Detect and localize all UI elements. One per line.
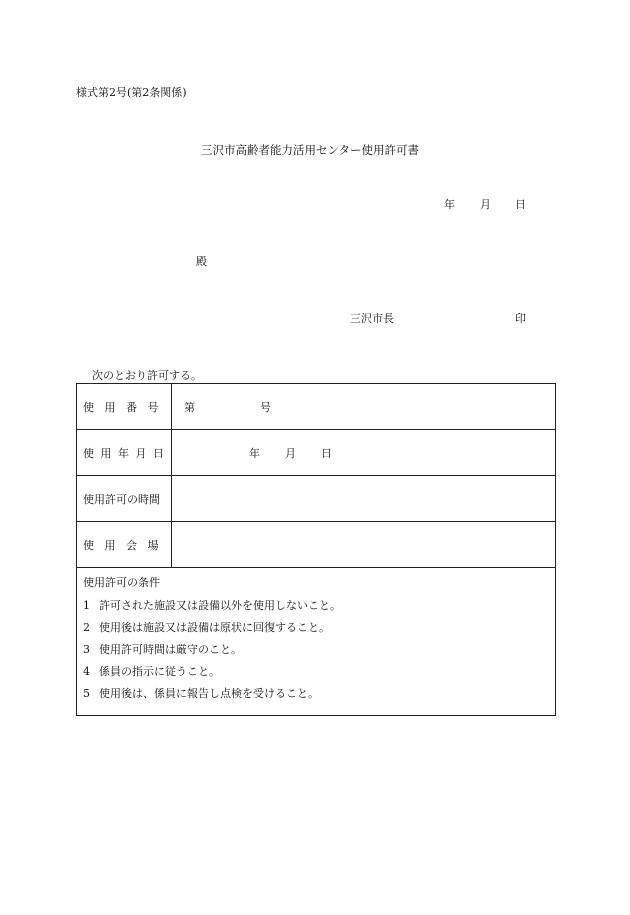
condition-text: 使用許可時間は厳守のこと。: [99, 643, 242, 656]
label-cell: [77, 430, 172, 475]
permit-time-label: 使用許可の時間: [83, 492, 160, 506]
use-number-prefix: 第: [184, 400, 195, 414]
use-number-suffix: 号: [260, 400, 271, 414]
condition-number: 1: [83, 599, 90, 612]
condition-number: 2: [83, 621, 90, 634]
label-cell: [77, 384, 172, 429]
condition-text: 使用後は施設又は設備は原状に回復すること。: [99, 621, 330, 634]
label-cell: [77, 476, 172, 521]
date-day-label: 日: [515, 198, 526, 211]
condition-number: 3: [83, 643, 90, 656]
condition-item: [83, 685, 319, 701]
condition-item: [83, 663, 220, 679]
use-date-label: 使用年月日: [83, 446, 171, 460]
use-number-label: 使用番号: [83, 400, 169, 414]
use-date-value-cell: [172, 430, 555, 475]
permit-table: [76, 383, 556, 716]
seal-mark: 印: [515, 312, 526, 325]
venue-value-cell: [172, 522, 555, 567]
condition-item: [83, 641, 242, 657]
use-date-month: 月: [285, 446, 296, 460]
date-month-label: 月: [480, 198, 491, 211]
table-row-use-date: [77, 430, 555, 476]
permit-time-value-cell: [172, 476, 555, 521]
date-year-label: 年: [444, 198, 455, 211]
intro-text: 次のとおり許可する。: [92, 369, 202, 382]
condition-text: 係員の指示に従うこと。: [99, 665, 220, 678]
document-title: 三沢市高齢者能力活用センター使用許可書: [201, 143, 420, 157]
condition-item: [83, 619, 330, 635]
condition-text: 許可された施設又は設備以外を使用しないこと。: [99, 599, 341, 612]
conditions-section: [77, 568, 555, 715]
venue-label: 使用会場: [83, 538, 169, 552]
use-date-day: 日: [321, 446, 332, 460]
table-row-permit-time: [77, 476, 555, 522]
issuer-name: 三沢市長: [350, 312, 394, 325]
condition-text: 使用後は、係員に報告し点検を受けること。: [99, 687, 319, 700]
use-date-year: 年: [249, 446, 260, 460]
table-row-use-number: [77, 384, 555, 430]
label-cell: [77, 522, 172, 567]
condition-number: 5: [83, 687, 90, 700]
addressee-suffix: 殿: [196, 255, 207, 268]
form-number: 様式第2号(第2条関係): [76, 86, 187, 99]
condition-item: [83, 597, 341, 613]
condition-number: 4: [83, 665, 90, 678]
table-row-venue: [77, 522, 555, 568]
conditions-title: 使用許可の条件: [83, 576, 160, 589]
use-number-value-cell: [172, 384, 555, 429]
